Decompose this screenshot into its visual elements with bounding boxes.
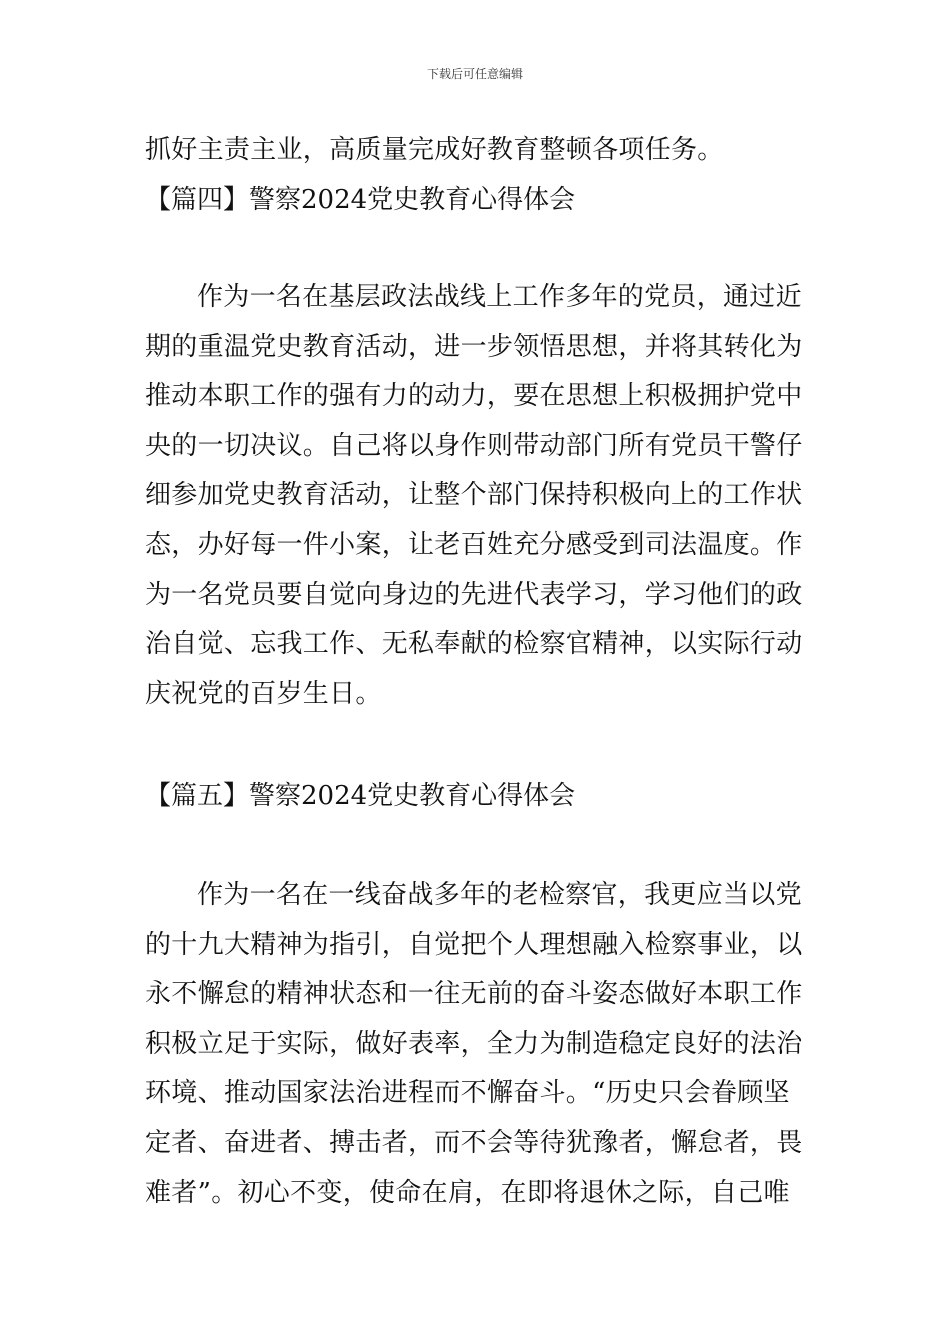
paragraph-line: 央的一切决议。自己将以身作则带动部门所有党员干警仔	[145, 430, 803, 461]
paragraph-line: 细参加党史教育活动，让整个部门保持积极向上的工作状	[145, 480, 803, 511]
paragraph-line: 为一名党员要自觉向身边的先进代表学习，学习他们的政	[145, 579, 803, 610]
section-4-paragraph	[145, 273, 807, 719]
paragraph-line: 环境、推动国家法治进程而不懈奋斗。“历史只会眷顾坚	[145, 1078, 790, 1109]
paragraph-line: 推动本职工作的强有力的动力，要在思想上积极拥护党中	[145, 381, 803, 412]
paragraph-line: 期的重温党史教育活动，进一步领悟思想，并将其转化为	[145, 331, 803, 362]
section-4-title: 【篇四】警察2024党史教育心得体会	[145, 185, 576, 215]
paragraph-line: 积极立足于实际，做好表率，全力为制造稳定良好的法治	[145, 1028, 803, 1059]
paragraph-line: 作为一名在一线奋战多年的老检察官，我更应当以党	[197, 880, 802, 910]
paragraph-line: 永不懈怠的精神状态和一往无前的奋斗姿态做好本职工作	[145, 979, 803, 1010]
paragraph-line: 作为一名在基层政法战线上工作多年的党员，通过近	[197, 282, 802, 312]
section-5-title: 【篇五】警察2024党史教育心得体会	[145, 781, 576, 811]
paragraph-line: 定者、奋进者、搏击者，而不会等待犹豫者，懈怠者，畏	[145, 1127, 803, 1158]
paragraph-line: 的十九大精神为指引，自觉把个人理想融入检察事业，以	[145, 929, 803, 960]
paragraph-line: 庆祝党的百岁生日。	[145, 678, 382, 709]
paragraph-line: 难者”。初心不变，使命在肩，在即将退休之际，自己唯	[145, 1177, 790, 1208]
paragraph-line: 态，办好每一件小案，让老百姓充分感受到司法温度。作	[145, 529, 803, 560]
continuation-paragraph	[145, 126, 807, 176]
paragraph-line: 抓好主责主业，高质量完成好教育整顿各项任务。	[145, 135, 724, 165]
page-header: 下载后可任意编辑	[426, 67, 523, 81]
paragraph-line: 治自觉、忘我工作、无私奉献的检察官精神，以实际行动	[145, 629, 803, 660]
section-5-paragraph	[145, 871, 807, 1218]
